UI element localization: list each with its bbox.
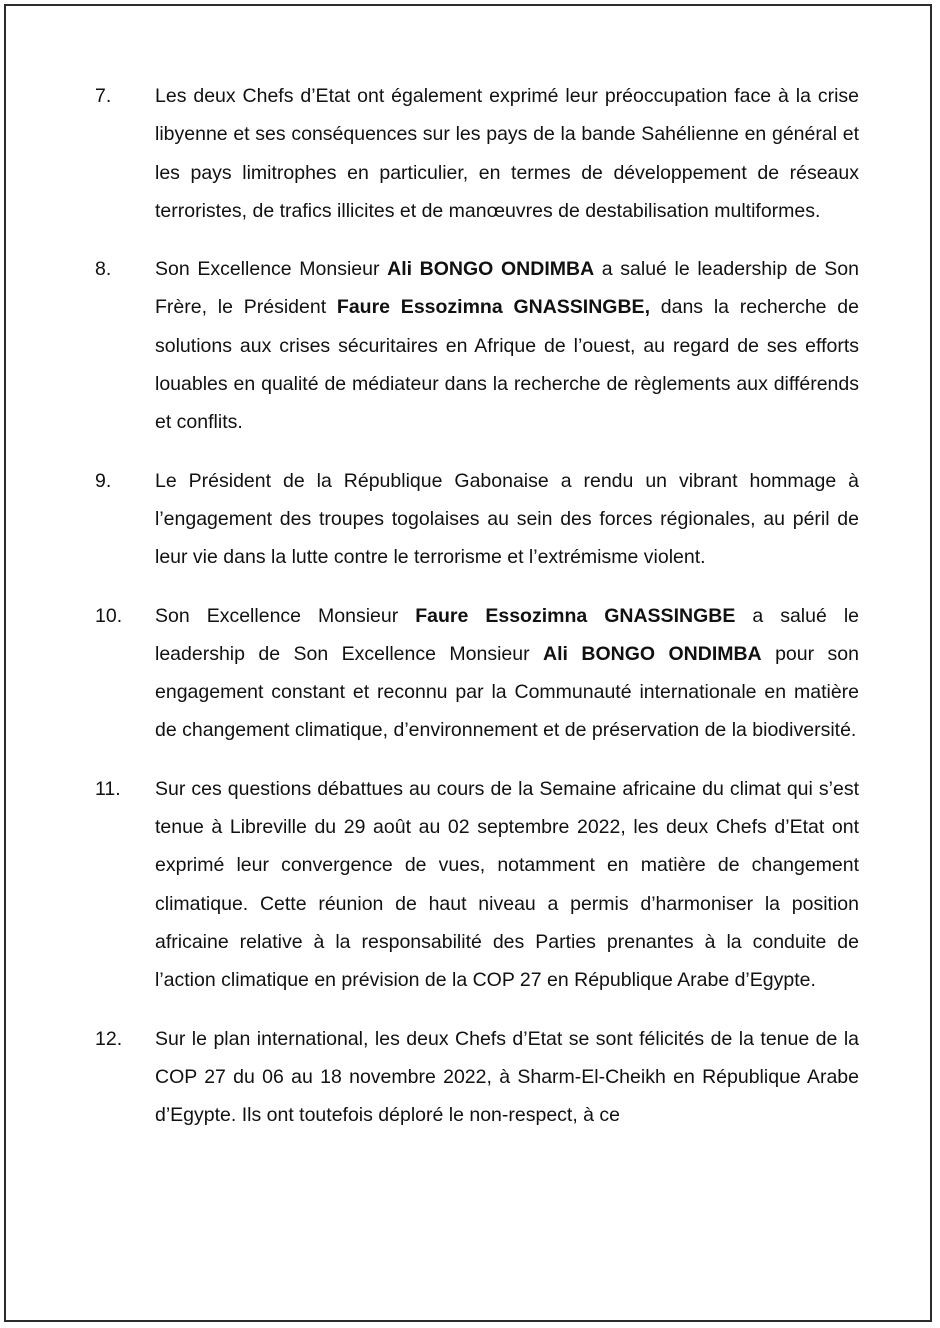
text-run: Son Excellence Monsieur [155,258,388,281]
text-run: a salué le leadership de Son Frère, le Président [155,258,859,319]
text-run: a salué le leadership de Son Excellence Monsieur [155,604,859,665]
paragraph-11 [0,770,936,1000]
paragraph-9 [0,462,936,577]
paragraph-text [155,1020,859,1135]
text-run: Son Excellence Monsieur [155,604,416,627]
paragraph-number: 7. [95,85,112,107]
document-body [0,77,936,1154]
text-run: Sur ces questions débattues au cours de la Semaine africaine du climat qui s’est tenue à Libreville du 29 août au 02 septembre 2022, les deux Chefs d’Etat ont exprimé leur convergence de vues, notamment en matière de changement climatique. Cette réunion de haut niveau a permis d’harmoniser la position africaine relative à la responsabilité des Parties prenantes à la conduite de l’action climatique en prévision de la COP 27 en République Arabe d’Egypte. [155,777,859,992]
text-run: Le Président de la République Gabonaise a rendu un vibrant hommage à l’engagement des troupes togolaises au sein des forces régionales, au péril de leur vie dans la lutte contre le terrorisme et l’extrémisme violent. [155,469,859,569]
paragraph-text [155,597,859,750]
text-run: pour son engagement constant et reconnu par la Communauté internationale en matière de changement climatique, d’environnement et de préservation de la biodiversité. [155,642,859,742]
bold-name: Ali BONGO ONDIMBA [543,642,762,665]
paragraph-7 [0,77,936,230]
paragraph-text [155,770,859,1000]
bold-name: Faure Essozimna GNASSINGBE, [336,296,650,319]
text-run: Les deux Chefs d’Etat ont également exprimé leur préoccupation face à la crise libyenne et ses conséquences sur les pays de la bande Sahélienne en général et les pays limitrophes en particulier, en termes de développement de réseaux terroristes, de trafics illicites et de manœuvres de destabilisation multiformes. [155,85,859,222]
paragraph-number: 9. [95,469,112,492]
text-run: dans la recherche de solutions aux crises sécuritaires en Afrique de l’ouest, au regard de ses efforts louables en qualité de médiateur dans la recherche de règlements aux différends et conflits. [155,296,859,434]
bold-name: Ali BONGO ONDIMBA [387,258,595,281]
paragraph-text [155,77,859,230]
bold-name: Faure Essozimna GNASSINGBE [415,604,736,627]
paragraph-text [155,250,859,441]
paragraph-8 [0,250,936,441]
text-run: Sur le plan international, les deux Chefs d’Etat se sont félicités de la tenue de la COP 27 du 06 au 18 novembre 2022, à Sharm-El-Cheikh en République Arabe d’Egypte. Ils ont toutefois déploré le non-respect, à ce [155,1027,859,1127]
paragraph-10 [0,597,936,750]
paragraph-number: 10. [95,604,123,627]
paragraph-number: 8. [95,258,112,281]
paragraph-number: 12. [95,1027,123,1050]
paragraph-text [155,462,859,577]
paragraph-number: 11. [95,777,121,800]
paragraph-12 [0,1020,936,1135]
